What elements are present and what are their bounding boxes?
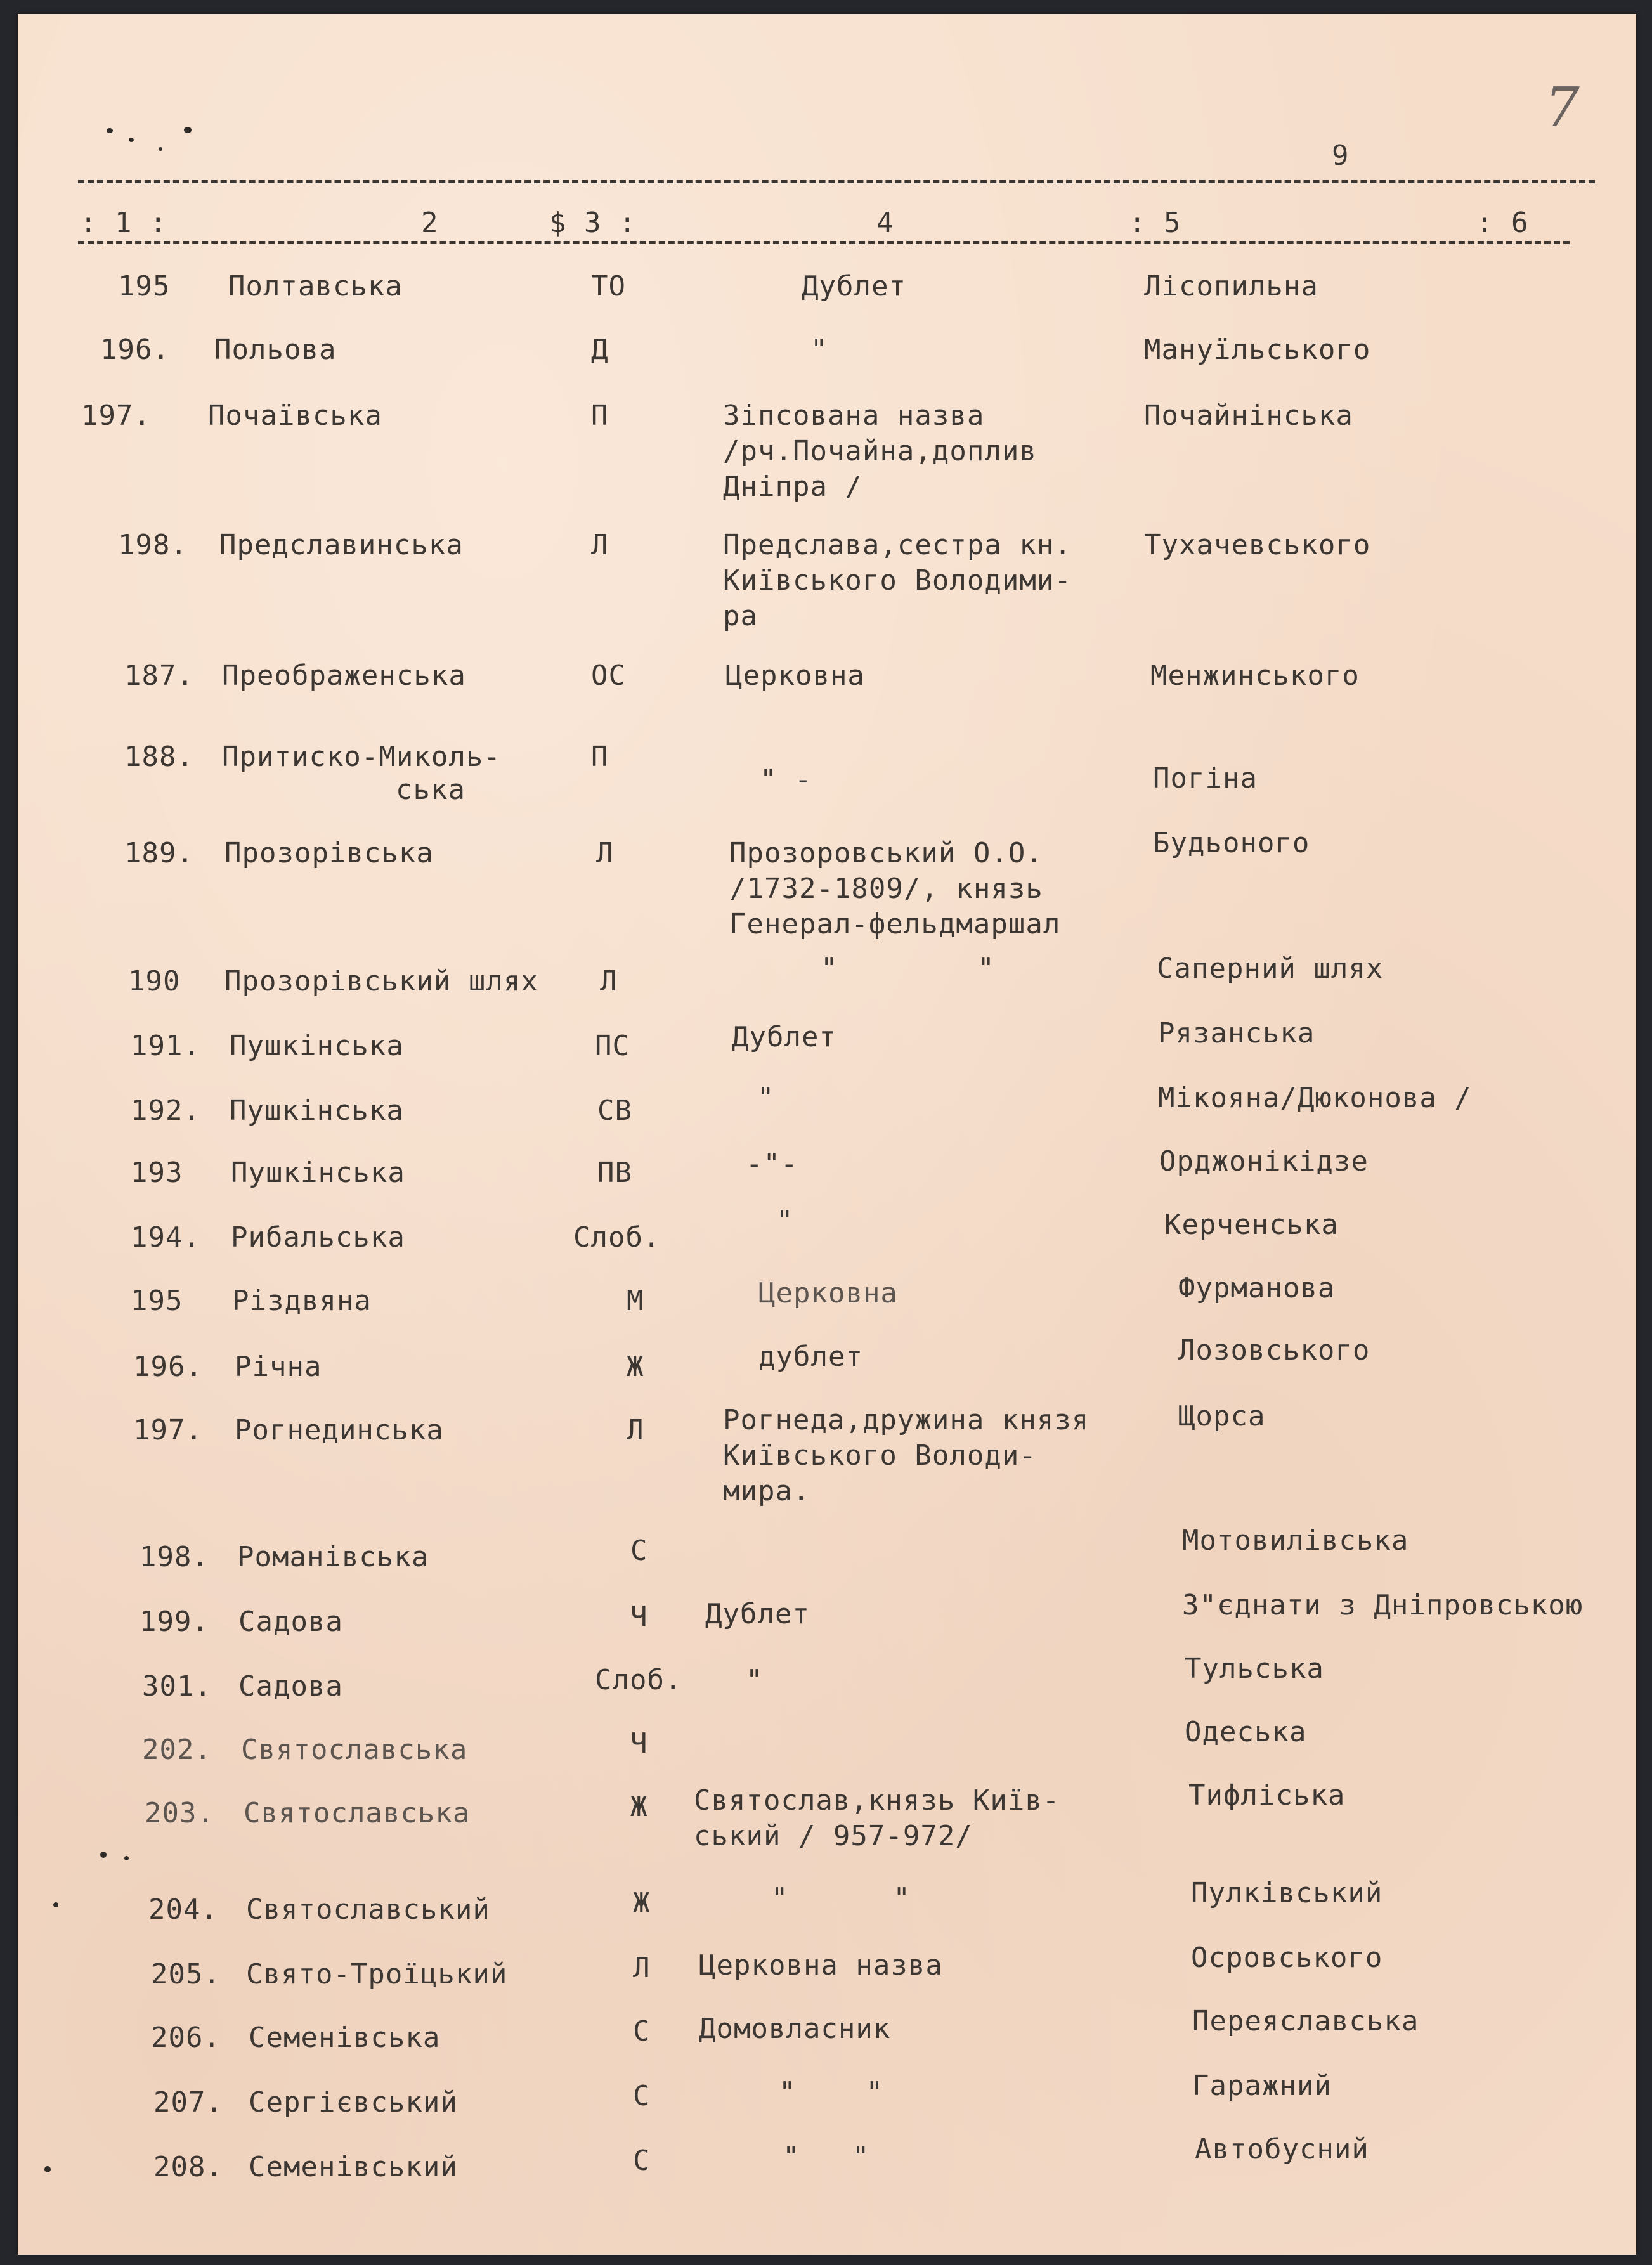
rename-reason: Предслава,сестра кн. Київського Володими- ра (723, 529, 1072, 632)
street-type: Слоб. (595, 1664, 682, 1696)
row-number: 193 (131, 1157, 183, 1189)
street-type: ОС (591, 659, 626, 692)
new-name: Мануїльського (1144, 334, 1371, 366)
ink-speck (159, 147, 162, 151)
rename-reason: " (746, 1664, 764, 1696)
new-name: Осровського (1191, 1942, 1383, 1974)
rename-reason: Дублет (732, 1021, 836, 1053)
street-name: Предславинська (219, 529, 464, 561)
street-type: Л (600, 965, 618, 997)
street-type: Л (627, 1414, 644, 1446)
street-type: Ж (627, 1351, 644, 1383)
new-name: Фурманова (1178, 1272, 1336, 1304)
row-number: 190 (128, 965, 181, 997)
rename-reason: Церковна (725, 659, 865, 692)
row-number: 197. (133, 1414, 203, 1446)
rename-reason: дублет (758, 1340, 863, 1373)
new-name: Мікояна/Дюконова / (1158, 1082, 1472, 1114)
row-number: 205. (151, 1958, 221, 1990)
street-name: Святославська (244, 1797, 471, 1829)
handwritten-folio-number: 7 (1545, 76, 1580, 140)
header-col-1: : 1 : (80, 207, 167, 239)
street-type: С (633, 2080, 651, 2112)
header-rule-top (78, 180, 1595, 183)
rename-reason: Прозоровський О.О. /1732-1809/, князь Генерал-фельдмаршал (729, 837, 1061, 940)
new-name: Одеська (1185, 1716, 1307, 1748)
ink-speck (44, 2166, 51, 2172)
rename-reason: -"- (746, 1148, 798, 1180)
new-name: Керченська (1164, 1209, 1339, 1241)
street-name: Річна (235, 1351, 322, 1383)
header-col-4: 4 (876, 207, 894, 239)
street-type: ПВ (597, 1157, 632, 1189)
ink-speck (100, 1852, 107, 1858)
new-name: Мотовилівська (1182, 1524, 1409, 1557)
header-col-5: : 5 (1129, 207, 1181, 239)
street-type: Л (596, 837, 614, 869)
header-rule-bottom (78, 241, 1570, 244)
street-type: С (633, 2145, 651, 2177)
row-number: 189. (124, 837, 194, 869)
row-number: 188. (124, 741, 194, 773)
street-type: Д (591, 334, 609, 366)
row-number: 196. (133, 1351, 203, 1383)
row-number: 198. (140, 1541, 209, 1573)
rename-reason: Рогнеда,дружина князя Київського Володи- мира. (723, 1404, 1089, 1507)
rename-reason: " - (760, 763, 812, 796)
new-name: Автобусний (1195, 2133, 1369, 2165)
street-name: Полтавська (228, 270, 403, 302)
street-name: Пушкінська (230, 1094, 404, 1127)
row-number: 195 (131, 1285, 183, 1317)
street-name: Рогнединська (235, 1414, 444, 1446)
header-col-2: 2 (421, 207, 439, 239)
new-name: Тифліська (1188, 1779, 1346, 1812)
street-type: Л (591, 529, 609, 561)
new-name: Почайнінська (1144, 399, 1353, 432)
street-name: Святославський (246, 1893, 490, 1926)
row-number: 192. (131, 1094, 200, 1127)
header-col-3: $ 3 : (549, 207, 637, 239)
street-name: Прозорівський шлях (224, 965, 538, 997)
rename-reason: " (757, 1082, 775, 1114)
street-name: Романівська (237, 1541, 429, 1573)
row-number: 194. (131, 1221, 200, 1254)
street-name: Садова (238, 1606, 343, 1638)
row-number: 301. (142, 1670, 212, 1703)
street-name: Сергієвський (249, 2086, 458, 2119)
street-name: Святославська (241, 1734, 468, 1766)
street-name: Польова (214, 334, 337, 366)
ink-speck (107, 128, 113, 133)
street-type: С (633, 2015, 651, 2048)
street-type: Ж (630, 1791, 648, 1823)
rename-reason: " " (779, 2076, 883, 2108)
ink-speck (129, 138, 134, 142)
street-name: Семенівська (249, 2022, 441, 2054)
rename-reason: " (776, 1205, 794, 1237)
rename-reason: Зіпсована назва /рч.Почайна,доплив Дніпра / (723, 399, 1037, 503)
ink-speck (184, 127, 192, 133)
new-name: З"єднати з Дніпровською (1182, 1589, 1584, 1621)
new-name: Саперний шлях (1157, 952, 1384, 985)
new-name: Лісопильна (1144, 270, 1318, 302)
street-name: Прозорівська (224, 837, 434, 869)
new-name: Орджонікідзе (1159, 1145, 1369, 1178)
street-type: Ч (630, 1727, 648, 1760)
rename-reason: Святослав,князь Київ- ський / 957-972/ (694, 1784, 1060, 1852)
new-name: Тульська (1185, 1652, 1324, 1685)
street-type: Ч (630, 1600, 648, 1633)
rename-reason: Дублет (802, 270, 906, 302)
page-number: 9 (1332, 140, 1350, 172)
row-number: 197. (81, 399, 151, 432)
archival-document-page (18, 14, 1636, 2255)
street-type: Слоб. (573, 1221, 661, 1254)
new-name: Переяславська (1192, 2005, 1419, 2037)
new-name: Менжинського (1150, 659, 1360, 692)
street-type: ПС (595, 1030, 630, 1062)
street-name: Свято-Троїцький (246, 1958, 508, 1990)
new-name: Будьоного (1153, 827, 1310, 859)
row-number: 202. (142, 1734, 212, 1766)
row-number: 187. (124, 659, 194, 692)
rename-reason: " " (821, 952, 995, 985)
street-name: Рибальська (231, 1221, 405, 1254)
new-name: Лозовського (1178, 1334, 1370, 1366)
row-number: 196. (100, 334, 170, 366)
row-number: 206. (151, 2022, 221, 2054)
street-type: Ж (633, 1887, 651, 1919)
rename-reason: " " (783, 2141, 870, 2173)
rename-reason: " " (771, 1882, 911, 1914)
rename-reason: Церковна назва (699, 1949, 943, 1982)
ink-speck (124, 1856, 129, 1860)
header-col-6: : 6 (1476, 207, 1529, 239)
street-name-line-1: Притиско-Миколь- (222, 741, 501, 773)
row-number: 204. (148, 1893, 218, 1926)
street-type: П (591, 399, 609, 432)
rename-reason: Церковна (758, 1277, 898, 1309)
rename-reason: " (810, 334, 828, 366)
new-name: Погіна (1153, 762, 1258, 795)
new-name: Рязанська (1158, 1017, 1315, 1049)
rename-reason: Дублет (705, 1598, 810, 1630)
row-number: 203. (145, 1797, 214, 1829)
street-type: П (591, 741, 609, 773)
street-type: ТО (591, 270, 626, 302)
new-name: Гаражний (1192, 2070, 1332, 2102)
row-number: 191. (131, 1030, 200, 1062)
street-type: М (627, 1285, 644, 1317)
street-name: Почаївська (208, 399, 382, 432)
street-name: Пушкінська (231, 1157, 405, 1189)
street-type: Л (633, 1952, 651, 1984)
street-name: Пушкінська (230, 1030, 404, 1062)
street-name: Садова (238, 1670, 343, 1703)
new-name: Щорса (1178, 1400, 1266, 1432)
rename-reason: Домовласник (699, 2013, 891, 2045)
street-name: Семенівський (249, 2151, 458, 2183)
ink-speck (53, 1902, 58, 1907)
street-type: С (630, 1535, 648, 1567)
street-name-line-2: ська (396, 774, 465, 806)
row-number: 199. (140, 1606, 209, 1638)
new-name: Тухачевського (1144, 529, 1371, 561)
street-name: Преображенська (222, 659, 466, 692)
street-name: Різдвяна (232, 1285, 372, 1317)
street-type: СВ (597, 1094, 632, 1127)
row-number: 207. (153, 2086, 223, 2119)
row-number: 195 (118, 270, 171, 302)
row-number: 198. (118, 529, 188, 561)
row-number: 208. (153, 2151, 223, 2183)
new-name: Пулківський (1191, 1877, 1383, 1909)
